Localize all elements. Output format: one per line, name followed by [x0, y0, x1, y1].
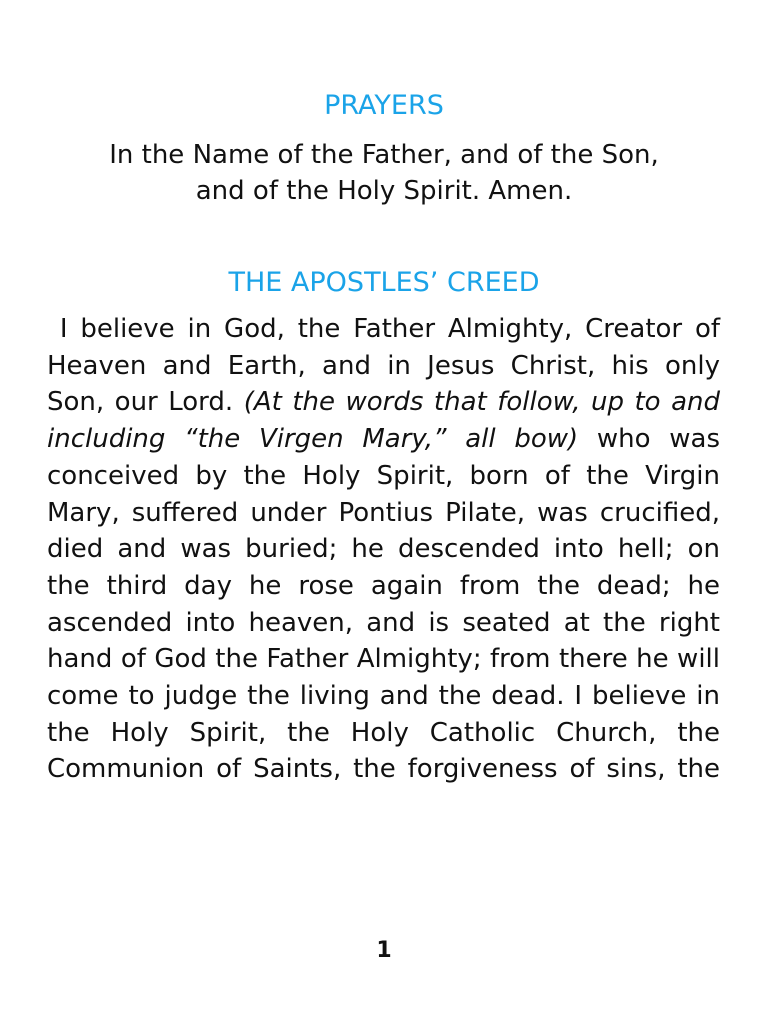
- prayers-heading: PRAYERS: [324, 90, 444, 121]
- creed-text-part-1: I believe in God, the Father Almighty, Creator of Heaven and Earth, and in Jesus Christ, his only Son, our Lord.: [47, 314, 721, 418]
- page-number: 1: [376, 938, 392, 963]
- apostles-creed-heading: THE APOSTLES’ CREED: [228, 267, 540, 298]
- sign-of-the-cross-text: [0, 137, 768, 209]
- creed-text-part-2: who was conceived by the Holy Spirit, born of the Virgin Mary, suffered under Pontius Pilate, was crucified, died and was buried; he descended into hell; on the third day he rose again from the dead; he ascended into heaven, and is seated at the right hand of God the Father Almighty; from there he will come to judge the living and the dead. I believe in the Holy Spirit, the Holy Catholic Church, the Communion of Saints, the forgiveness of sins, the: [47, 424, 720, 785]
- apostles-creed-text: [47, 311, 720, 788]
- creed-rubric: (At the words that follow, up to and including “the Virgen Mary,” all bow): [47, 387, 720, 455]
- sign-of-the-cross-line-2: and of the Holy Spirit. Amen.: [195, 176, 573, 206]
- sign-of-the-cross-line-1: In the Name of the Father, and of the Son,: [109, 140, 659, 170]
